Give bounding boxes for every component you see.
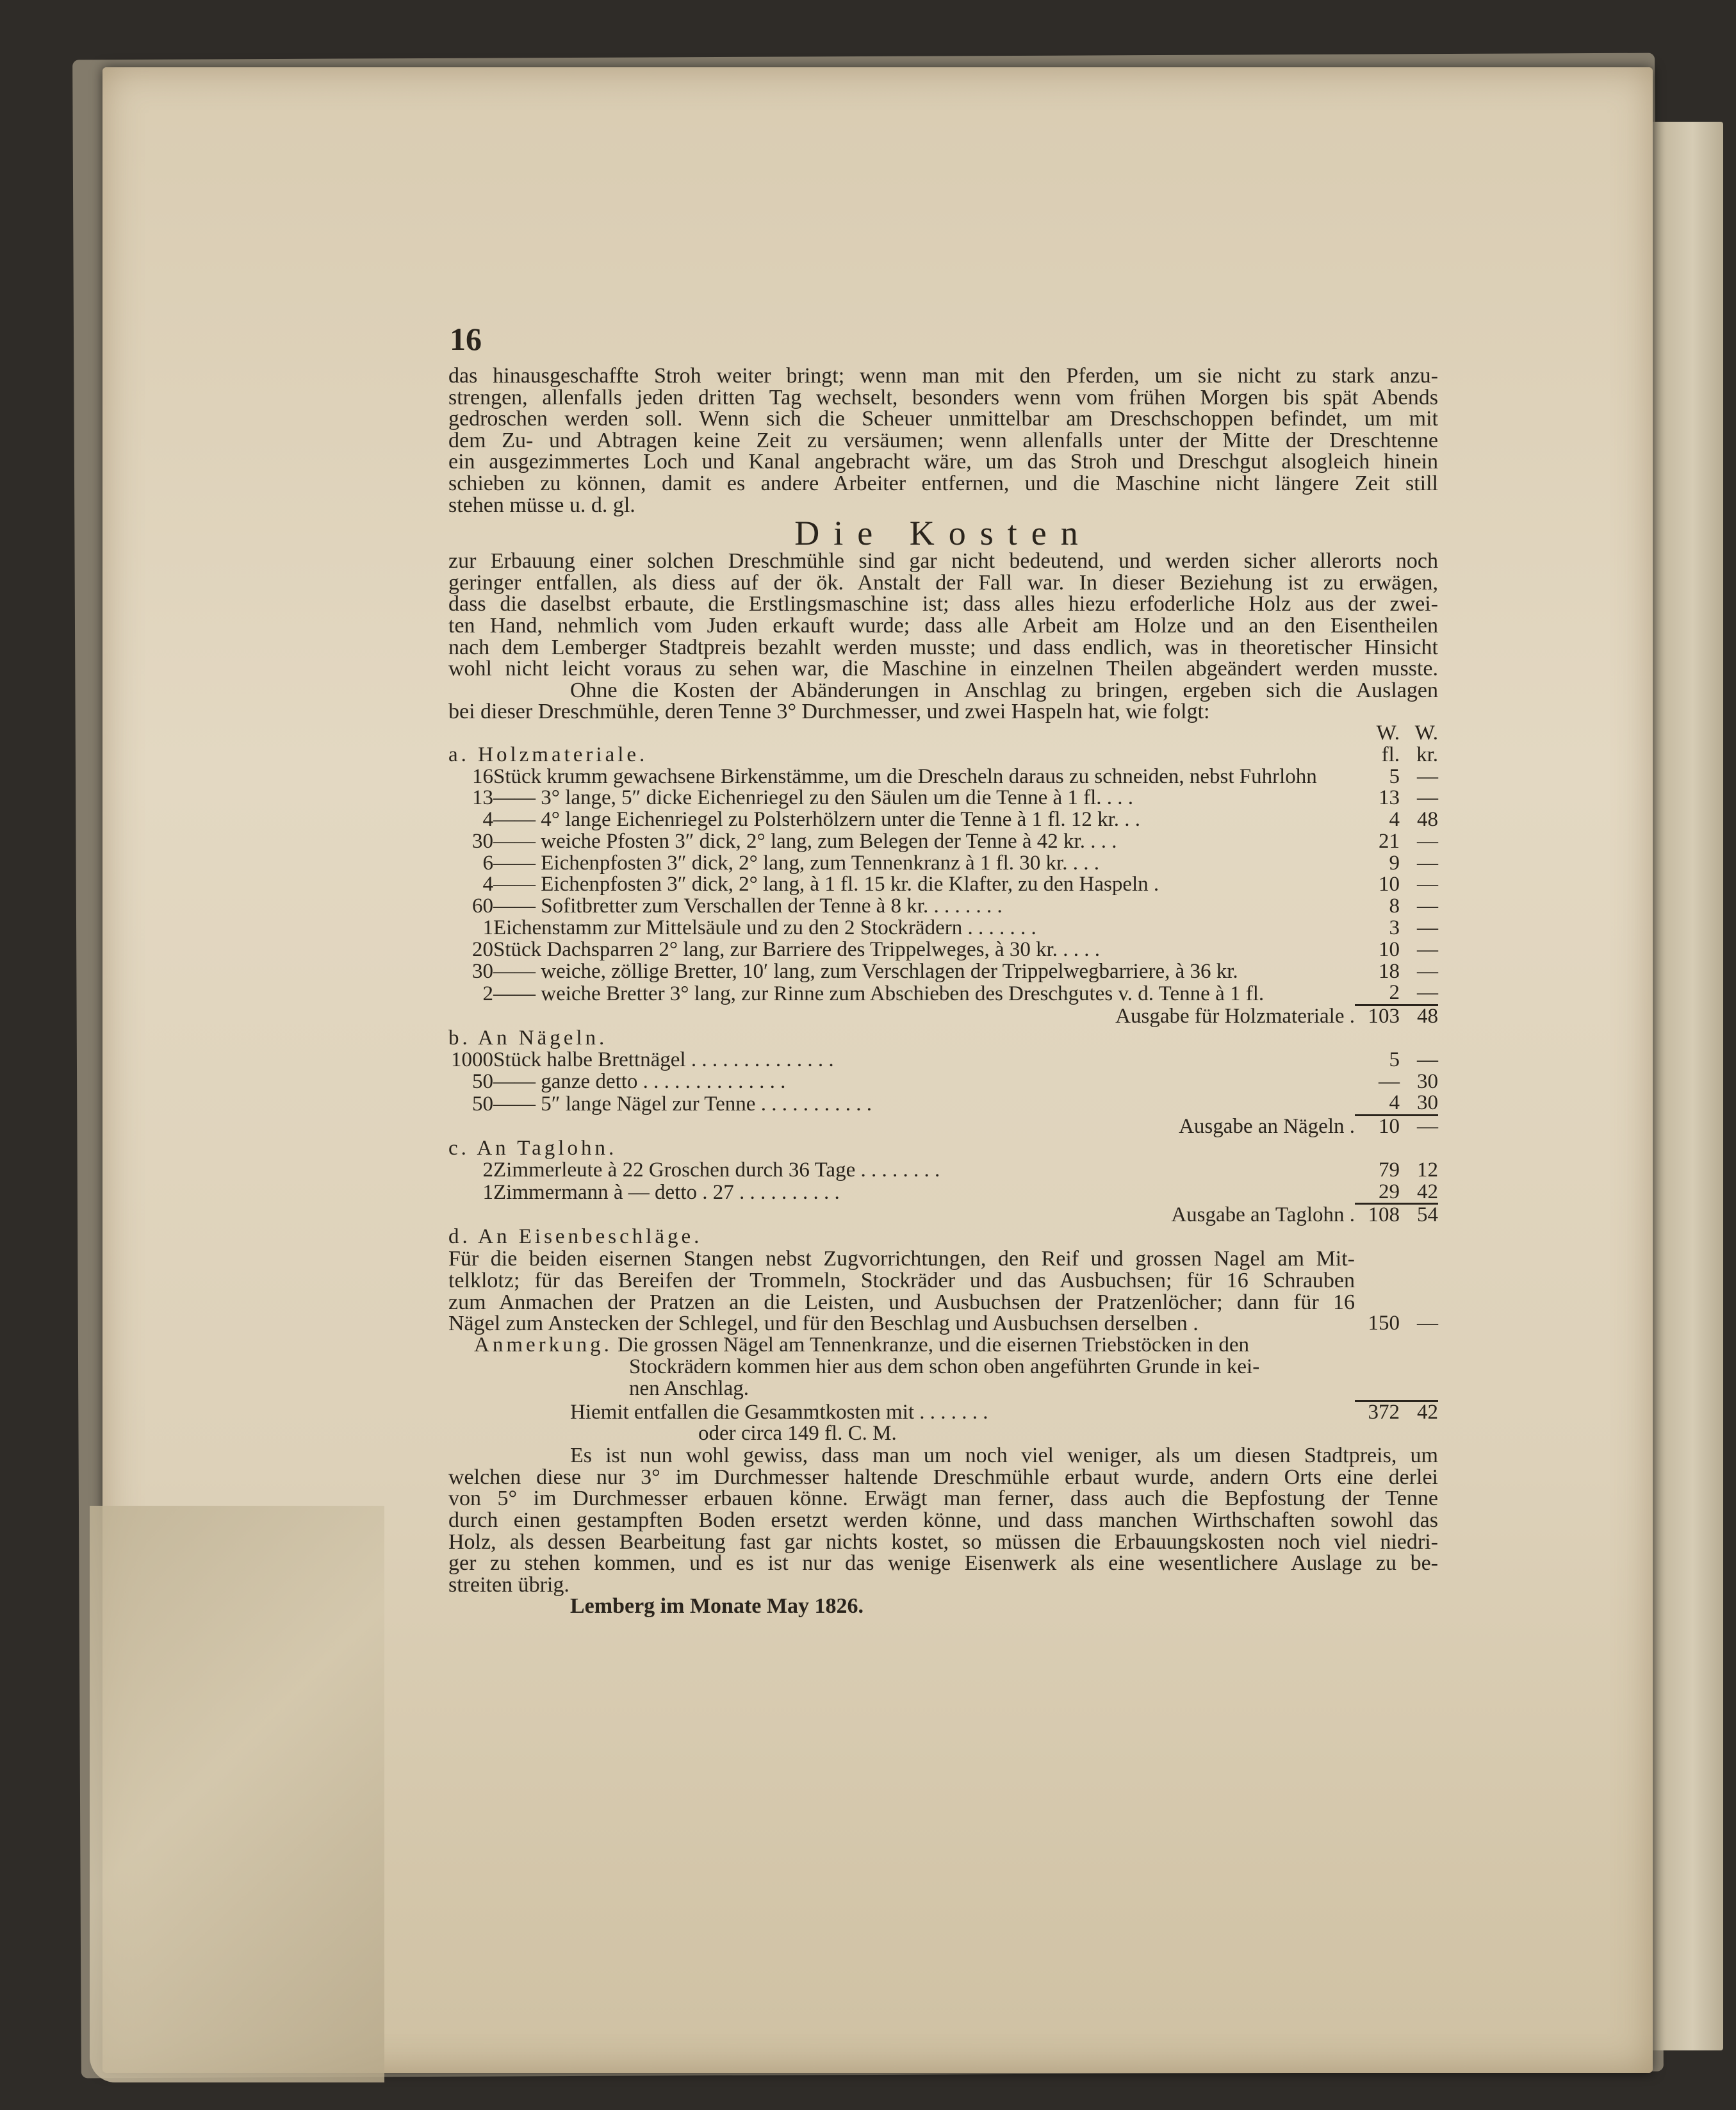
eisen-kr: —	[1417, 1312, 1438, 1335]
cost-kr: 48	[1417, 808, 1438, 832]
section-heading: Die Kosten	[794, 514, 1092, 553]
text-line: welchen diese nur 3° im Durchmesser haltende Dreschmühle erbaut wurde, andern Orts eine derlei	[448, 1465, 1438, 1489]
text-line: telklotz; für das Bereifen der Trommeln, Stockräder und das Ausbuchsen; für 16 Schrauben	[448, 1268, 1355, 1292]
cost-kr: —	[1417, 786, 1438, 810]
column-header-row	[448, 723, 1438, 745]
section-title: b. An Nägeln.	[448, 1026, 608, 1050]
note-row	[448, 1378, 1438, 1401]
cost-table	[448, 723, 1438, 1445]
cost-row	[448, 918, 1438, 939]
cost-fl: 10	[1379, 873, 1400, 896]
subtotal-label: Ausgabe für Holzmateriale .	[1115, 1005, 1355, 1028]
cost-quantity: 4	[482, 873, 493, 896]
text-line: streiten übrig.	[448, 1572, 569, 1597]
subtotal-kr: 54	[1400, 1204, 1438, 1226]
cost-fl: 4	[1389, 808, 1400, 832]
cost-description: Stück Dachsparren 2° lang, zur Barriere des Trippelweges, à 30 kr. . . . .	[493, 937, 1101, 961]
text-line: zum Anmachen der Pratzen an die Leisten, und Ausbuchsen der Pratzenlöcher; dann für 16	[448, 1290, 1355, 1314]
total-fl: 372	[1355, 1401, 1400, 1423]
cost-quantity: 30	[472, 829, 493, 853]
cost-quantity: 30	[472, 959, 493, 983]
cost-row	[448, 831, 1438, 853]
cost-quantity: 1	[482, 916, 493, 940]
subtotal-row	[448, 1204, 1438, 1226]
cost-description: —— Eichenpfosten 3″ dick, 2° lang, zum Tennenkranz à 1 fl. 30 kr. . . .	[493, 851, 1099, 875]
section-title: a. Holzmateriale.	[448, 743, 648, 766]
total-row	[448, 1401, 1438, 1423]
cost-row	[448, 809, 1438, 831]
cost-quantity: 2	[482, 982, 493, 1005]
section-title: c. An Taglohn.	[448, 1137, 618, 1160]
section-title-row	[448, 1226, 1438, 1248]
text-line: schieben zu können, damit es andere Arbeiter entfernen, und die Maschine nicht längere Zeit still	[448, 471, 1438, 495]
cost-quantity: 60	[472, 894, 493, 918]
text-line: gedroschen werden soll. Wenn sich die Scheuer unmittelbar am Dreschschoppen befindet, um mit	[448, 407, 1438, 431]
cost-fl: 10	[1379, 937, 1400, 961]
section-title: d. An Eisenbeschläge.	[448, 1225, 703, 1249]
eisen-fl: 150	[1368, 1312, 1400, 1335]
cost-fl: 13	[1379, 786, 1400, 810]
total-label: Hiemit entfallen die Gesammtkosten mit . . . . . . .	[570, 1400, 988, 1424]
cost-kr: —	[1417, 764, 1438, 788]
section-c-rows	[448, 1160, 1438, 1204]
cost-description: Eichenstamm zur Mittelsäule und zu den 2 Stockrädern . . . . . . .	[493, 916, 1036, 940]
cost-row	[448, 1160, 1438, 1182]
cost-description: —— weiche Pfosten 3″ dick, 2° lang, zum Belegen der Tenne à 42 kr. . . .	[493, 829, 1117, 853]
section-title-row	[448, 1138, 1438, 1160]
note-line: Die grossen Nägel am Tennenkranze, und die eisernen Triebstöcken in den	[618, 1333, 1250, 1357]
note-row	[448, 1356, 1438, 1378]
cost-kr: 42	[1417, 1180, 1438, 1203]
intro-paragraph	[448, 365, 1438, 516]
text-block	[448, 365, 1438, 1617]
cost-kr: —	[1417, 829, 1438, 853]
subtotal-fl: 108	[1355, 1204, 1400, 1226]
cost-quantity: 50	[472, 1092, 493, 1116]
column-header-fl: fl.	[1381, 743, 1400, 766]
subtotal-kr: —	[1400, 1116, 1438, 1138]
text-line: von 5° im Durchmesser erbauen könne. Erwägt man ferner, dass auch die Bepfostung der Tenne	[448, 1487, 1438, 1511]
text-line: ger zu stehen kommen, und es ist nur das wenige Eisenwerk als eine wesentlichere Auslage zu be-	[448, 1551, 1438, 1576]
right-page-edge	[1646, 122, 1723, 2050]
text-line: Nägel zum Anstecken der Schlegel, und für den Beschlag und Ausbuchsen derselben .	[448, 1312, 1199, 1336]
text-line: wohl nicht leicht voraus zu sehen war, die Maschine in einzelnen Theilen abgeändert werden musste.	[448, 657, 1438, 681]
cost-kr: —	[1417, 851, 1438, 875]
torn-corner	[90, 1506, 384, 2082]
text-line: Für die beiden eisernen Stangen nebst Zugvorrichtungen, den Reif und grossen Nagel am Mit-	[448, 1247, 1355, 1271]
text-line: nach dem Lemberger Stadtpreis bezahlt werden musste; und dass endlich, was in theoretischer Hinsicht	[448, 635, 1438, 659]
cost-description: —— ganze detto . . . . . . . . . . . . . .	[493, 1069, 786, 1093]
cost-quantity: 50	[472, 1069, 493, 1093]
cost-quantity: 2	[482, 1158, 493, 1182]
cost-description: —— Eichenpfosten 3″ dick, 2° lang, à 1 fl. 15 kr. die Klafter, zu den Haspeln .	[493, 873, 1159, 896]
kosten-paragraph	[448, 550, 1438, 723]
text-line: ten Hand, nehmlich vom Juden erkauft wurde; dass alle Arbeit am Holze und an den Eisentheilen	[448, 613, 1438, 638]
cost-fl: 9	[1389, 851, 1400, 875]
column-header-fl-top: W.	[1376, 721, 1400, 745]
subtotal-label: Ausgabe an Taglohn .	[1171, 1203, 1355, 1227]
cost-kr: —	[1417, 916, 1438, 940]
section-a-rows	[448, 766, 1438, 1005]
cost-kr: 30	[1417, 1069, 1438, 1093]
cost-row	[448, 1092, 1438, 1115]
text-line: ein ausgezimmertes Loch und Kanal angebracht wäre, um das Stroh und Dreschgut alsogleich hinein	[448, 450, 1438, 474]
cost-fl: 2	[1389, 981, 1400, 1005]
page-number: 16	[450, 321, 482, 357]
note-label: Anmerkung.	[474, 1333, 612, 1357]
cost-row	[448, 896, 1438, 918]
cost-quantity: 1000	[451, 1048, 493, 1071]
total-cm: oder circa 149 fl. C. M.	[698, 1422, 897, 1446]
eisen-line-row	[448, 1248, 1438, 1270]
eisen-line-row	[448, 1292, 1438, 1314]
cost-quantity: 20	[472, 937, 493, 961]
text-line: bei dieser Dreschmühle, deren Tenne 3° Durchmesser, und zwei Haspeln hat, wie folgt:	[448, 700, 1210, 724]
subtotal-fl: 103	[1355, 1005, 1400, 1028]
cost-row	[448, 874, 1438, 896]
text-line: geringer entfallen, als diess auf der ök. Anstalt der Fall war. In dieser Beziehung ist zu erwägen,	[448, 570, 1438, 595]
note-line: Stockrädern kommen hier aus dem schon oben angeführten Grunde in kei-	[629, 1355, 1260, 1379]
cost-fl: 5	[1389, 1048, 1400, 1071]
column-header-kr: kr.	[1416, 743, 1438, 766]
text-line: stehen müsse u. d. gl.	[448, 493, 635, 517]
total-kr: 42	[1400, 1401, 1438, 1423]
cost-fl: 8	[1389, 894, 1400, 918]
text-line: dem Zu- und Abtragen keine Zeit zu versäumen; wenn allenfalls unter der Mitte der Dreschtenne	[448, 428, 1438, 452]
cost-quantity: 4	[482, 808, 493, 832]
cost-description: Zimmerleute à 22 Groschen durch 36 Tage . . . . . . . .	[493, 1158, 940, 1182]
cost-row	[448, 939, 1438, 961]
subtotal-row	[448, 1116, 1438, 1138]
cost-description: Zimmermann à — detto . 27 . . . . . . . . . .	[493, 1181, 840, 1205]
column-header-kr-top: W.	[1414, 721, 1438, 745]
text-line: Holz, als dessen Bearbeitung fast gar nichts kostet, so müssen die Erbauungskosten noch viel niedri-	[448, 1529, 1438, 1554]
subtotal-kr: 48	[1400, 1005, 1438, 1028]
cost-kr: —	[1417, 937, 1438, 961]
cost-kr: —	[1417, 873, 1438, 896]
subtotal-fl: 10	[1355, 1116, 1400, 1138]
cost-quantity: 13	[472, 786, 493, 810]
cost-kr: —	[1417, 894, 1438, 918]
cost-row	[448, 766, 1438, 788]
cost-kr: —	[1417, 1048, 1438, 1071]
cost-fl: 3	[1389, 916, 1400, 940]
note-line: nen Anschlag.	[629, 1376, 749, 1400]
subtotal-label: Ausgabe an Nägeln .	[1179, 1115, 1355, 1139]
cost-kr: 30	[1417, 1091, 1438, 1115]
text-line: Ohne die Kosten der Abänderungen in Anschlag zu bringen, ergeben sich die Auslagen	[570, 678, 1438, 702]
column-header-row	[448, 745, 1438, 766]
cost-fl: 29	[1379, 1180, 1400, 1203]
cost-row	[448, 1182, 1438, 1204]
text-line: das hinausgeschaffte Stroh weiter bringt; wenn man mit den Pferden, um sie nicht zu stark anzu-	[448, 364, 1438, 388]
text-line: Es ist nun wohl gewiss, dass man um noch viel weniger, als um diesen Stadtpreis, um	[570, 1444, 1438, 1468]
eisen-line-row	[448, 1270, 1438, 1292]
cost-description: Stück halbe Brettnägel . . . . . . . . . . . . . .	[493, 1048, 834, 1071]
cost-fl: 18	[1379, 959, 1400, 983]
cost-fl: —	[1379, 1069, 1400, 1093]
cost-description: Stück krumm gewachsene Birkenstämme, um die Drescheln daraus zu schneiden, nebst Fuhrlohn	[493, 764, 1317, 788]
cost-quantity: 6	[482, 851, 493, 875]
cost-row	[448, 1050, 1438, 1071]
cost-row	[448, 982, 1438, 1005]
cost-description: —— 5″ lange Nägel zur Tenne . . . . . . . . . . .	[493, 1092, 872, 1116]
text-line: dass die daselbst erbaute, die Erstlingsmaschine ist; dass alles hiezu erfoderliche Holz aus der zwei-	[448, 592, 1438, 616]
cost-kr: —	[1417, 959, 1438, 983]
cost-fl: 79	[1379, 1158, 1400, 1182]
cost-row	[448, 787, 1438, 809]
cost-description: —— weiche, zöllige Bretter, 10′ lang, zum Verschlagen der Trippelwegbarriere, à 36 kr.	[493, 959, 1238, 983]
total-cm-row	[448, 1423, 1438, 1445]
subtotal-row	[448, 1005, 1438, 1028]
signature: Lemberg im Monate May 1826.	[570, 1594, 864, 1619]
text-line: durch einen gestampften Boden ersetzt werden könne, und dass manchen Wirthschaften sowohl das	[448, 1508, 1438, 1532]
cost-quantity: 1	[482, 1181, 493, 1205]
cost-kr: —	[1417, 981, 1438, 1005]
cost-description: —— Sofitbretter zum Verschallen der Tenne à 8 kr. . . . . . . .	[493, 894, 1003, 918]
cost-row	[448, 1071, 1438, 1093]
cost-fl: 4	[1389, 1091, 1400, 1115]
closing-paragraph	[448, 1445, 1438, 1617]
cost-fl: 21	[1379, 829, 1400, 853]
cost-quantity: 16	[472, 764, 493, 788]
cost-row	[448, 853, 1438, 875]
text-line: zur Erbauung einer solchen Dreschmühle sind gar nicht bedeutend, und werden sicher allerorts noch	[448, 549, 1438, 573]
text-line: strengen, allenfalls jeden dritten Tag wechselt, besonders wenn vom frühen Morgen bis spät Abends	[448, 385, 1438, 409]
cost-fl: 5	[1389, 764, 1400, 788]
section-b-rows	[448, 1050, 1438, 1116]
cost-description: —— weiche Bretter 3° lang, zur Rinne zum Abschieben des Dreschgutes v. d. Tenne à 1 fl.	[493, 982, 1265, 1005]
cost-row	[448, 961, 1438, 983]
cost-kr: 12	[1417, 1158, 1438, 1182]
eisen-line-row	[448, 1313, 1438, 1335]
cost-description: —— 4° lange Eichenriegel zu Polsterhölzern unter die Tenne à 1 fl. 12 kr. . .	[493, 808, 1141, 832]
note-row	[448, 1335, 1438, 1356]
section-title-row	[448, 1028, 1438, 1050]
cost-description: —— 3° lange, 5″ dicke Eichenriegel zu den Säulen um die Tenne à 1 fl. . . .	[493, 786, 1134, 810]
